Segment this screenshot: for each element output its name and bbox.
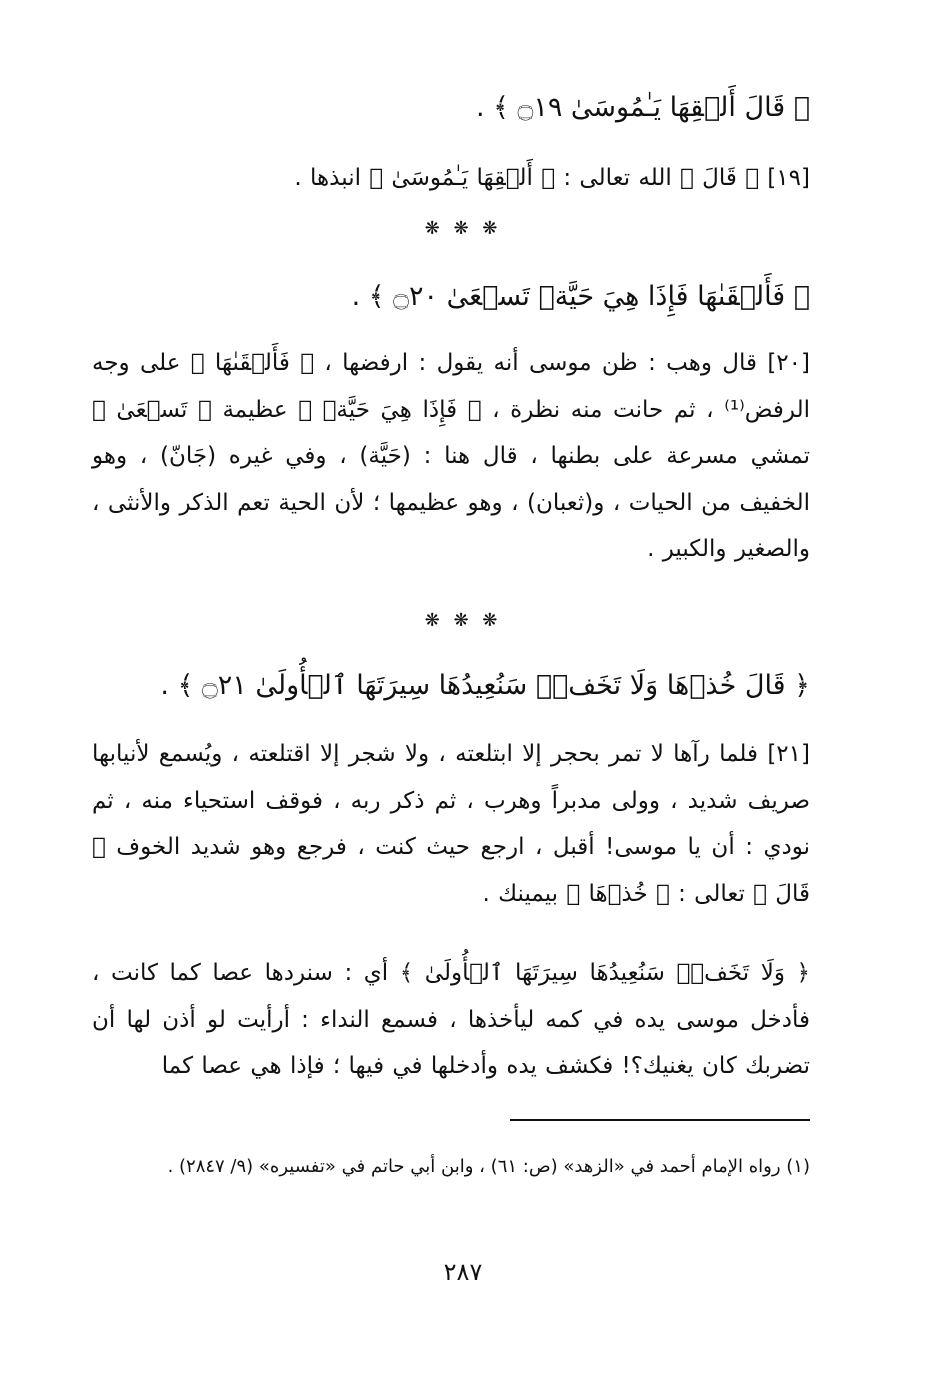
verse-19: ﴿ قَالَ أَلۡقِهَا يَـٰمُوسَىٰ ۝١٩ ﴾ . [475,92,810,123]
page-number: ٢٨٧ [443,1258,483,1286]
verse-20: ﴿ فَأَلۡقَىٰهَا فَإِذَا هِيَ حَيَّةٞ تَسۡعَىٰ ۝٢٠ ﴾ . [351,281,810,312]
footnote-divider [510,1119,810,1121]
commentary-19: [١٩] ﴿ قَالَ ﴾ الله تعالى : ﴿ أَلۡقِهَا يَـٰمُوسَىٰ ﴾ انبذها . [294,165,810,191]
commentary-20: [٢٠] قال وهب : ظن موسى أنه يقول : ارفضها ، ﴿ فَأَلۡقَىٰهَا ﴾ على وجه الرفض⁽¹⁾ ، ثم حانت منه نظرة ، ﴿ فَإِذَا هِيَ حَيَّةٞ ﴾ عظيمة ﴿ تَسۡعَىٰ ﴾ تمشي مسرعة على بطنها ، قال هنا : (حَيَّة) ، وفي غيره (جَانّ) ، وهو الخفيف من الحيات ، و(ثعبان) ، وهو عظيمها ؛ لأن الحية تعم الذكر والأنثى ، والصغير والكبير . [92,350,810,562]
section-separator-1: ❋ ❋ ❋ [424,218,502,239]
verse-21: ﴿ قَالَ خُذۡهَا وَلَا تَخَفۡۖ سَنُعِيدُهَا سِيرَتَهَا ٱلۡأُولَىٰ ۝٢١ ﴾ . [160,670,810,701]
footnote-1: (١) رواه الإمام أحمد في «الزهد» (ص: ٦١) ، وابن أبي حاتم في «تفسيره» (٩/ ٢٨٤٧) . [167,1156,810,1177]
commentary-21-part-1: [٢١] فلما رآها لا تمر بحجر إلا ابتلعته ، ولا شجر إلا اقتلعته ، ويُسمع لأنيابها صريف شديد ، وولى مدبراً وهرب ، ثم ذكر ربه ، فوقف استحياء منه ، ثم نودي : أن يا موسى! أقبل ، ارجع حيث كنت ، فرجع وهو شديد الخوف ﴿ قَالَ ﴾ تعالى : ﴿ خُذۡهَا ﴾ بيمينك . [92,741,810,907]
section-separator-2: ❋ ❋ ❋ [424,610,502,631]
commentary-21-part-2: ﴿ وَلَا تَخَفۡۖ سَنُعِيدُهَا سِيرَتَهَا ٱلۡأُولَىٰ ﴾ أي : سنردها عصا كما كانت ، فأدخل موسى يده في كمه ليأخذها ، فسمع النداء : أرأيت لو أذن لها أن تضربك كان يغنيك؟! فكشف يده وأدخلها في فيها ؛ فإذا هي عصا كما [92,960,810,1079]
